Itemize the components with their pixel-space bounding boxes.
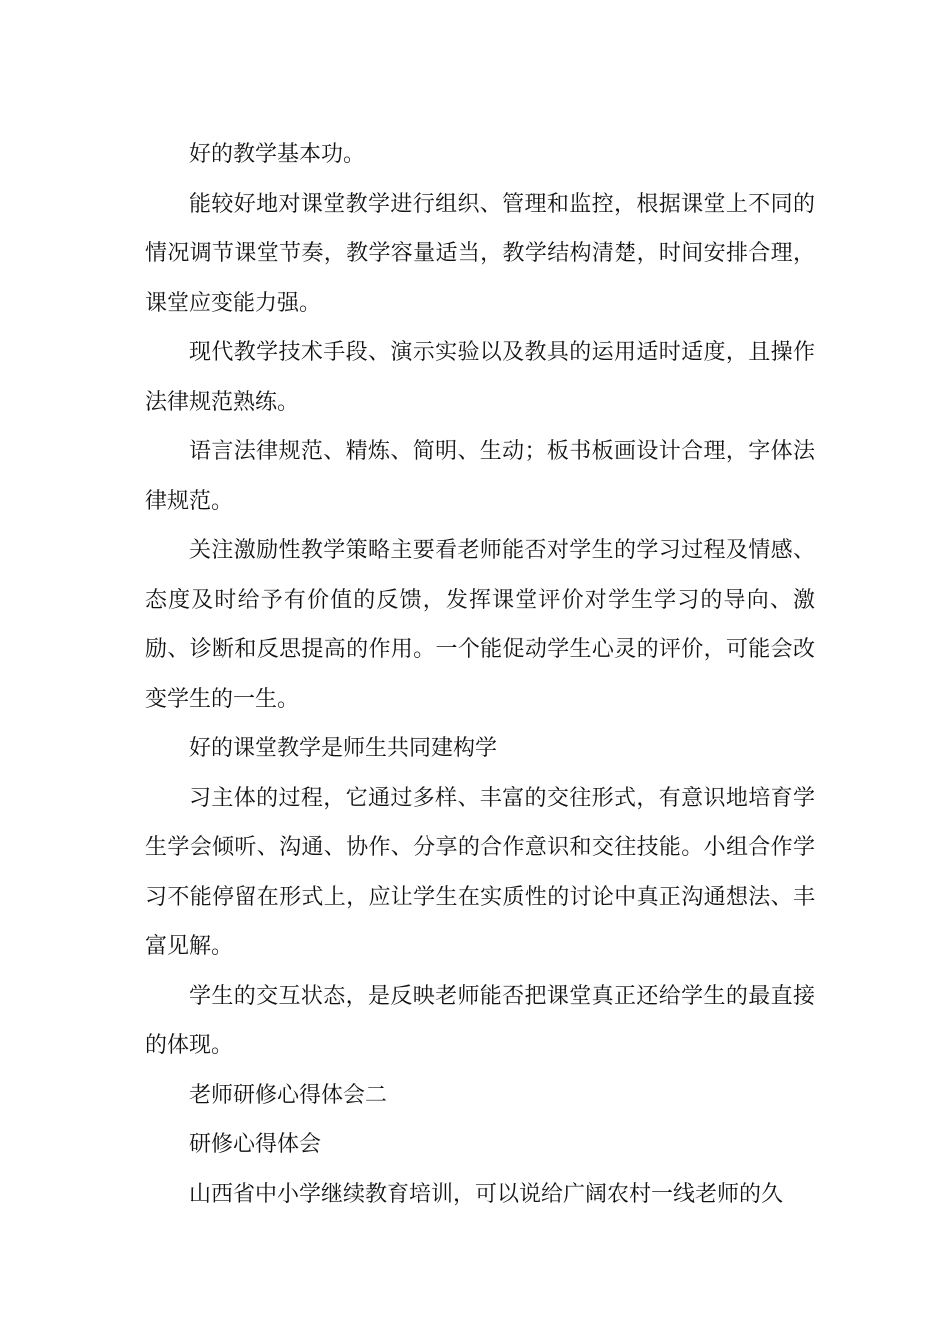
paragraph-5: 关注激励性教学策略主要看老师能否对学生的学习过程及情感、态度及时给予有价值的反馈，发挥课堂评价对学生学习的导向、激励、诊断和反思提高的作用。一个能促动学生心灵的评价，可能会改变学生的一生。 <box>145 538 815 712</box>
paragraph-6: 好的课堂教学是师生共同建构学 <box>189 736 498 761</box>
paragraph-8: 学生的交互状态，是反映老师能否把课堂真正还给学生的最直接的体现。 <box>145 983 815 1058</box>
paragraph-2: 能较好地对课堂教学进行组织、管理和监控，根据课堂上不同的情况调节课堂节奏，教学容量适当，教学结构清楚，时间安排合理，课堂应变能力强。 <box>145 191 815 316</box>
section-heading: 老师研修心得体会二 <box>189 1082 388 1108</box>
paragraph-9: 山西省中小学继续教育培训，可以说给广阔农村一线老师的久 <box>189 1181 784 1207</box>
paragraph-1: 好的教学基本功。 <box>189 142 366 167</box>
paragraph-3: 现代教学技术手段、演示实验以及教具的运用适时适度，且操作法律规范熟练。 <box>145 340 815 415</box>
document-body <box>145 130 815 1219</box>
paragraph-4: 语言法律规范、精炼、简明、生动；板书板画设计合理，字体法律规范。 <box>145 439 815 514</box>
section-subheading: 研修心得体会 <box>189 1132 322 1157</box>
paragraph-7: 习主体的过程，它通过多样、丰富的交往形式，有意识地培育学生学会倾听、沟通、协作、分享的合作意识和交往技能。小组合作学习不能停留在形式上，应让学生在实质性的讨论中真正沟通想法、丰富见解。 <box>145 785 815 959</box>
